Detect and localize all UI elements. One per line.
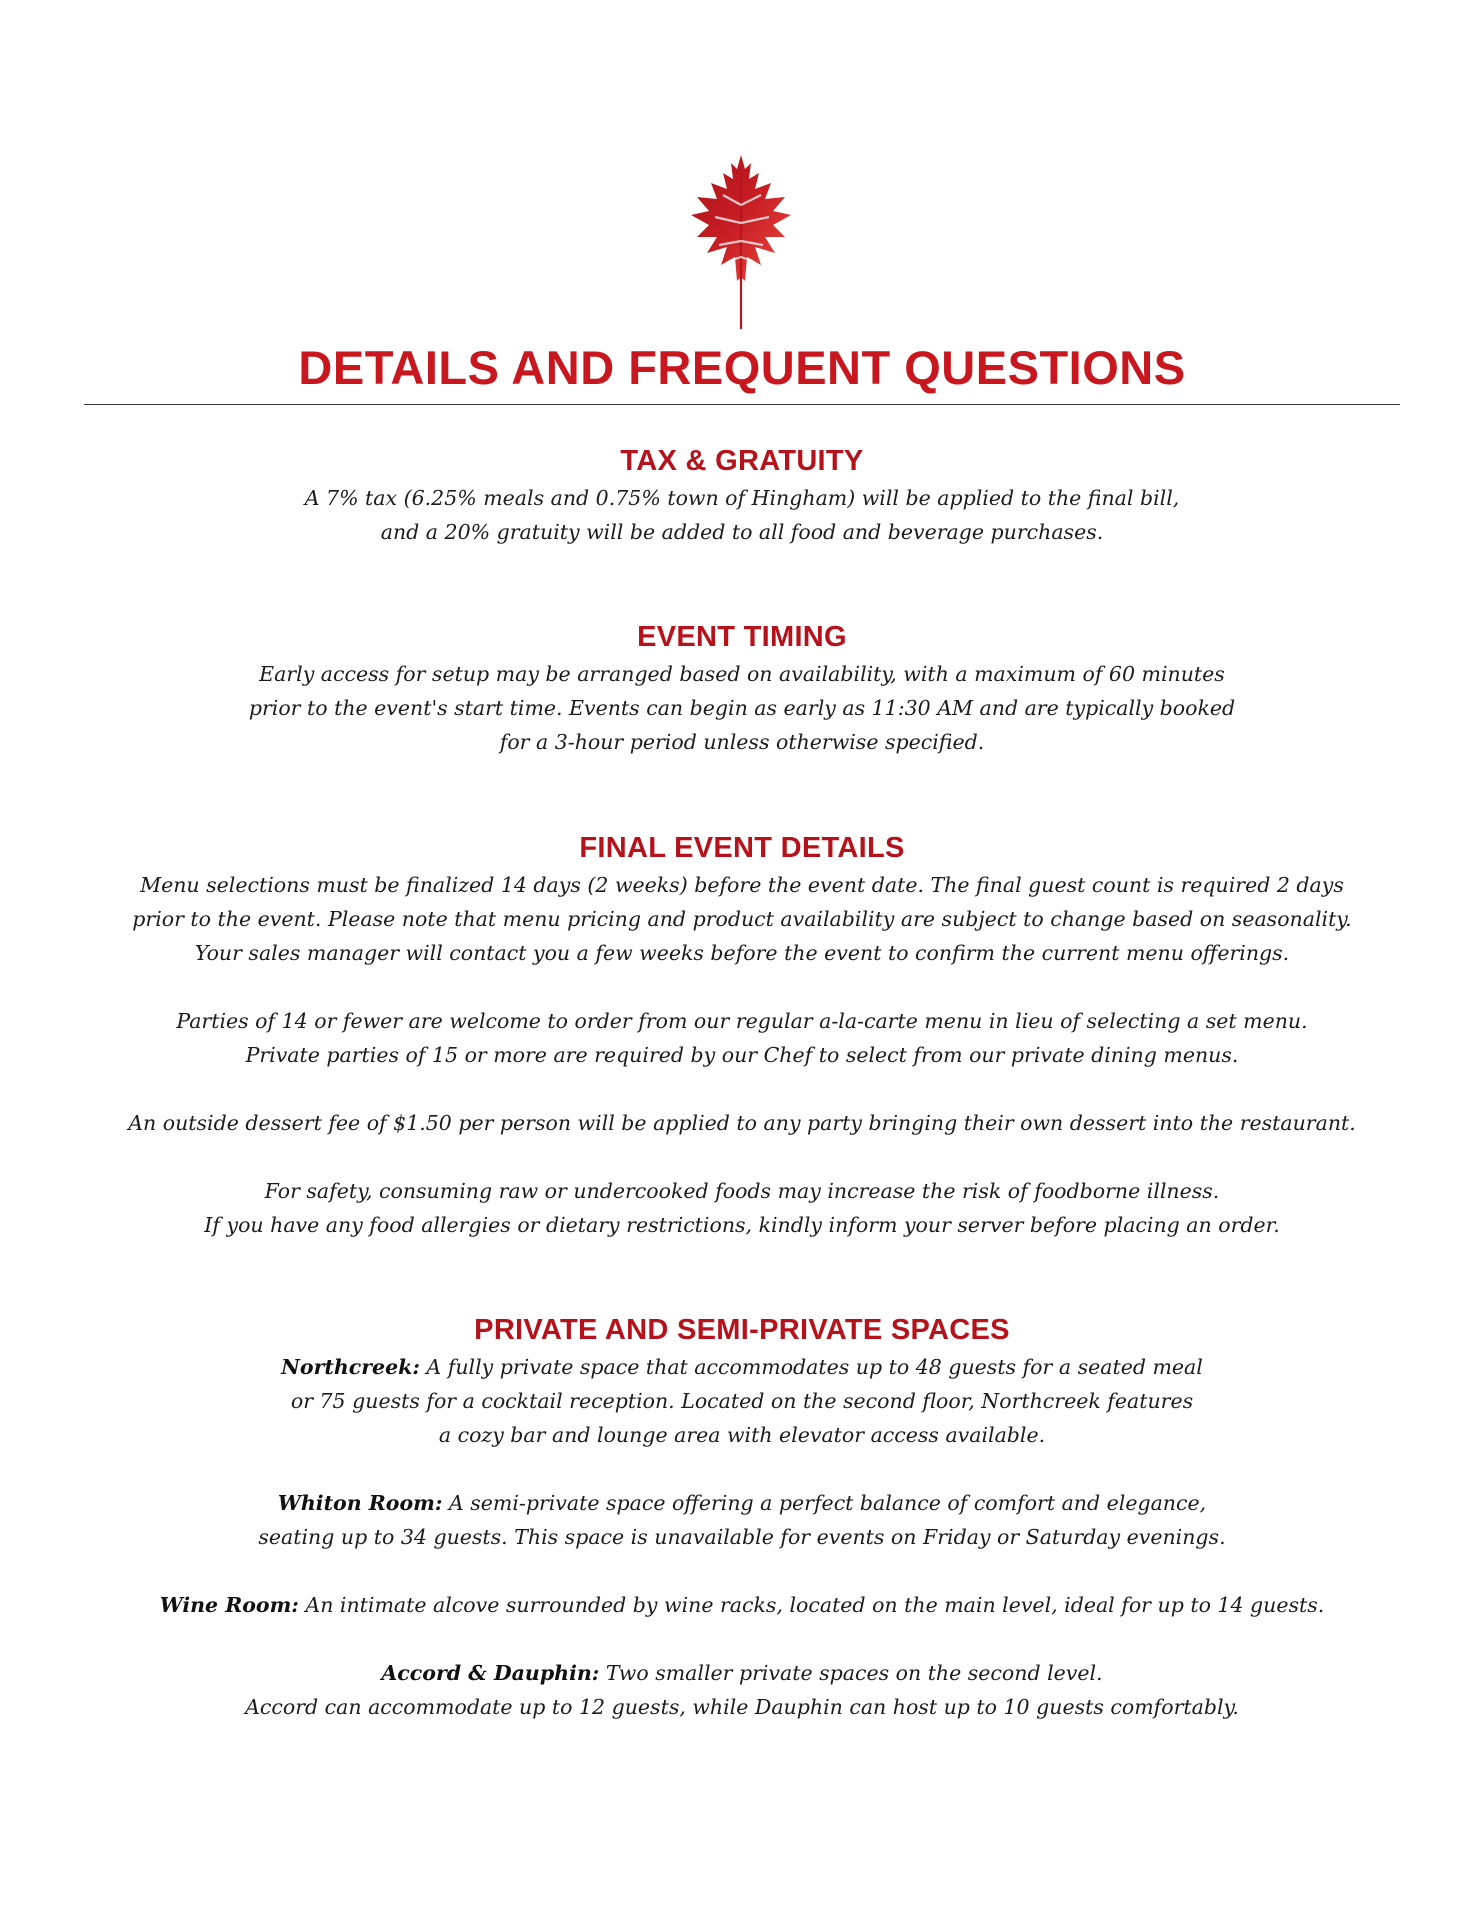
space-name: Whiton Room: (277, 1491, 443, 1515)
section-heading: EVENT TIMING (637, 621, 847, 653)
accord-dauphin-paragraph (60, 1656, 1424, 1724)
northcreek-paragraph (60, 1350, 1424, 1452)
section-private-spaces (60, 1310, 1424, 1724)
text-line (60, 1486, 1424, 1520)
space-name: Accord & Dauphin: (381, 1661, 600, 1685)
whiton-room-paragraph (60, 1486, 1424, 1554)
page-title: DETAILS AND FREQUENT QUESTIONS (298, 341, 1186, 394)
section-tax-gratuity (60, 441, 1424, 549)
section-heading: FINAL EVENT DETAILS (579, 832, 905, 864)
text-line: or 75 guests for a cocktail reception. Located on the second floor, Northcreek features (290, 1389, 1194, 1413)
section-event-timing (60, 617, 1424, 759)
text-line: Menu selections must be finalized 14 days (2 weeks) before the event date. The final guest count is required 2 days (140, 873, 1344, 897)
text-line: for a 3-hour period unless otherwise specified. (499, 730, 985, 754)
text-line: a cozy bar and lounge area with elevator access available. (438, 1423, 1046, 1447)
text-line: seating up to 34 guests. This space is unavailable for events on Friday or Saturday evenings. (258, 1525, 1226, 1549)
dessert-fee-paragraph (60, 1106, 1424, 1140)
section-final-event-details (60, 828, 1424, 1242)
timing-paragraph (60, 657, 1424, 759)
text-line (60, 1656, 1424, 1690)
space-name: Wine Room: (159, 1593, 299, 1617)
text-line: Accord can accommodate up to 12 guests, while Dauphin can host up to 10 guests comfortably. (245, 1695, 1239, 1719)
text-line (60, 1588, 1424, 1622)
space-description: Two smaller private spaces on the second level. (599, 1661, 1103, 1685)
space-name: Northcreek: (281, 1355, 420, 1379)
text-line: An outside dessert fee of $1.50 per person will be applied to any party bringing their own dessert into the restaurant. (128, 1111, 1356, 1135)
wine-room-paragraph (60, 1588, 1424, 1622)
text-line: prior to the event. Please note that menu pricing and product availability are subject to change based on seasonality. (132, 907, 1352, 931)
section-heading: PRIVATE AND SEMI-PRIVATE SPACES (474, 1314, 1010, 1346)
text-line: Your sales manager will contact you a few weeks before the event to confirm the current menu offerings. (194, 941, 1290, 965)
text-line (60, 1350, 1424, 1384)
text-line: Early access for setup may be arranged based on availability, with a maximum of 60 minutes (259, 662, 1225, 686)
text-line: prior to the event's start time. Events can begin as early as 11:30 AM and are typically booked (248, 696, 1236, 720)
space-description: An intimate alcove surrounded by wine racks, located on the main level, ideal for up to 14 guests. (298, 1593, 1325, 1617)
oak-leaf-logo-icon (681, 153, 803, 333)
space-description: A semi-private space offering a perfect balance of comfort and elegance, (442, 1491, 1207, 1515)
text-line: For safety, consuming raw or undercooked foods may increase the risk of foodborne illness. (264, 1179, 1220, 1203)
text-line: If you have any food allergies or dietary restrictions, kindly inform your server before placing an order. (204, 1213, 1280, 1237)
section-heading: TAX & GRATUITY (620, 445, 864, 477)
text-line: Parties of 14 or fewer are welcome to order from our regular a-la-carte menu in lieu of selecting a set menu. (176, 1009, 1308, 1033)
text-line: and a 20% gratuity will be added to all food and beverage purchases. (380, 520, 1104, 544)
menu-deadline-paragraph (60, 868, 1424, 970)
title-divider (84, 404, 1400, 405)
space-description: A fully private space that accommodates up to 48 guests for a seated meal (419, 1355, 1203, 1379)
tax-paragraph (60, 481, 1424, 549)
party-size-paragraph (60, 1004, 1424, 1072)
text-line: Private parties of 15 or more are required by our Chef to select from our private dining menus. (245, 1043, 1239, 1067)
food-safety-paragraph (60, 1174, 1424, 1242)
text-line: A 7% tax (6.25% meals and 0.75% town of Hingham) will be applied to the final bill, (304, 486, 1180, 510)
